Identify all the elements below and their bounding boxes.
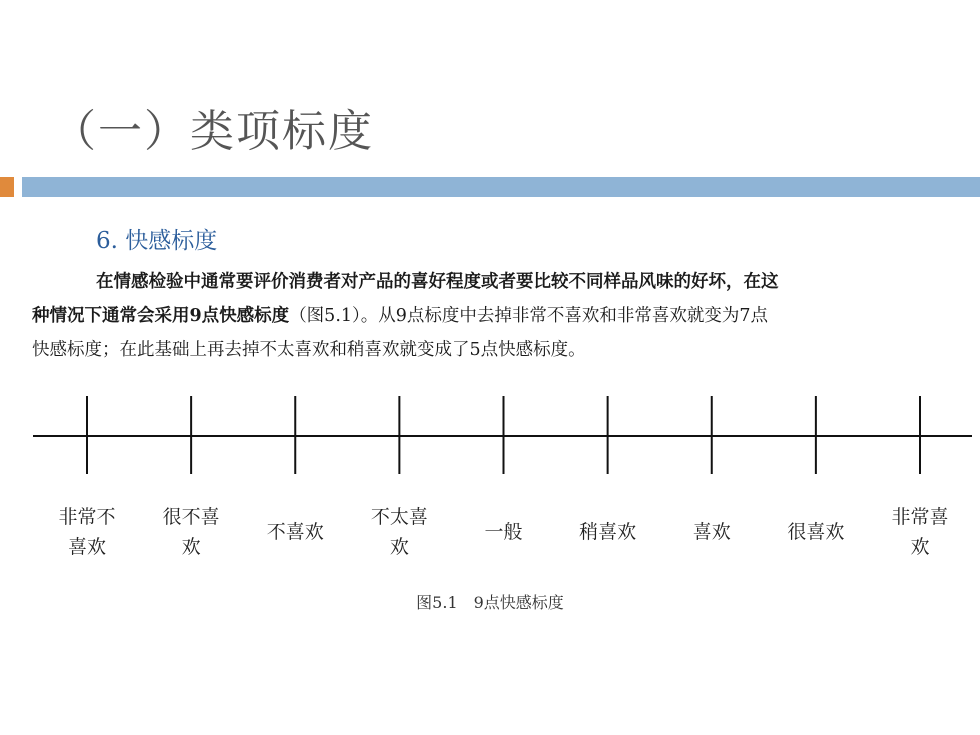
accent-square	[0, 177, 14, 197]
scale-label-line-2: 喜欢	[67, 536, 106, 558]
scale-label	[145, 502, 237, 562]
scale-label	[770, 517, 862, 547]
scale-label	[562, 517, 654, 547]
paragraph-line-3: 快感标度；在此基础上再去掉不太喜欢和稍喜欢就变成了5点快感标度。	[32, 340, 586, 360]
scale-label	[458, 517, 550, 547]
slide-title: （一）类项标度	[52, 106, 374, 157]
scale-label-line-1: 喜欢	[692, 521, 731, 543]
scale-label	[353, 502, 445, 562]
paragraph-line-2-rest: （图5.1）。从9点标度中去掉非常不喜欢和非常喜欢就变为7点	[289, 306, 769, 326]
scale-label-line-1: 稍喜欢	[579, 521, 637, 543]
paragraph-line-2-bold: 种情况下通常会采用9点快感标度	[32, 306, 290, 326]
scale-label	[666, 517, 758, 547]
scale-label-line-1: 非常不	[58, 506, 116, 528]
body-paragraph	[32, 265, 976, 367]
paragraph-line-1: 在情感检验中通常要评价消费者对产品的喜好程度或者要比较不同样品风味的好坏，在这	[96, 272, 779, 292]
paragraph-line-2	[32, 299, 976, 333]
hedonic-scale	[0, 390, 980, 480]
scale-label-line-1: 一般	[484, 521, 523, 543]
scale-label-line-1: 不太喜	[370, 506, 428, 528]
figure-caption: 图5.1 9点快感标度	[416, 593, 564, 612]
scale-label	[41, 502, 133, 562]
scale-label-line-1: 不喜欢	[266, 521, 324, 543]
scale-label-line-1: 很不喜	[162, 506, 220, 528]
scale-label	[249, 517, 341, 547]
accent-bar	[22, 177, 980, 197]
scale-label-line-2: 欢	[389, 536, 409, 558]
scale-label-line-1: 非常喜	[891, 506, 949, 528]
section-heading: 6. 快感标度	[96, 228, 218, 254]
scale-label	[874, 502, 966, 562]
scale-label-line-2: 欢	[181, 536, 201, 558]
scale-label-line-1: 很喜欢	[787, 521, 845, 543]
scale-label-line-2: 欢	[910, 536, 930, 558]
